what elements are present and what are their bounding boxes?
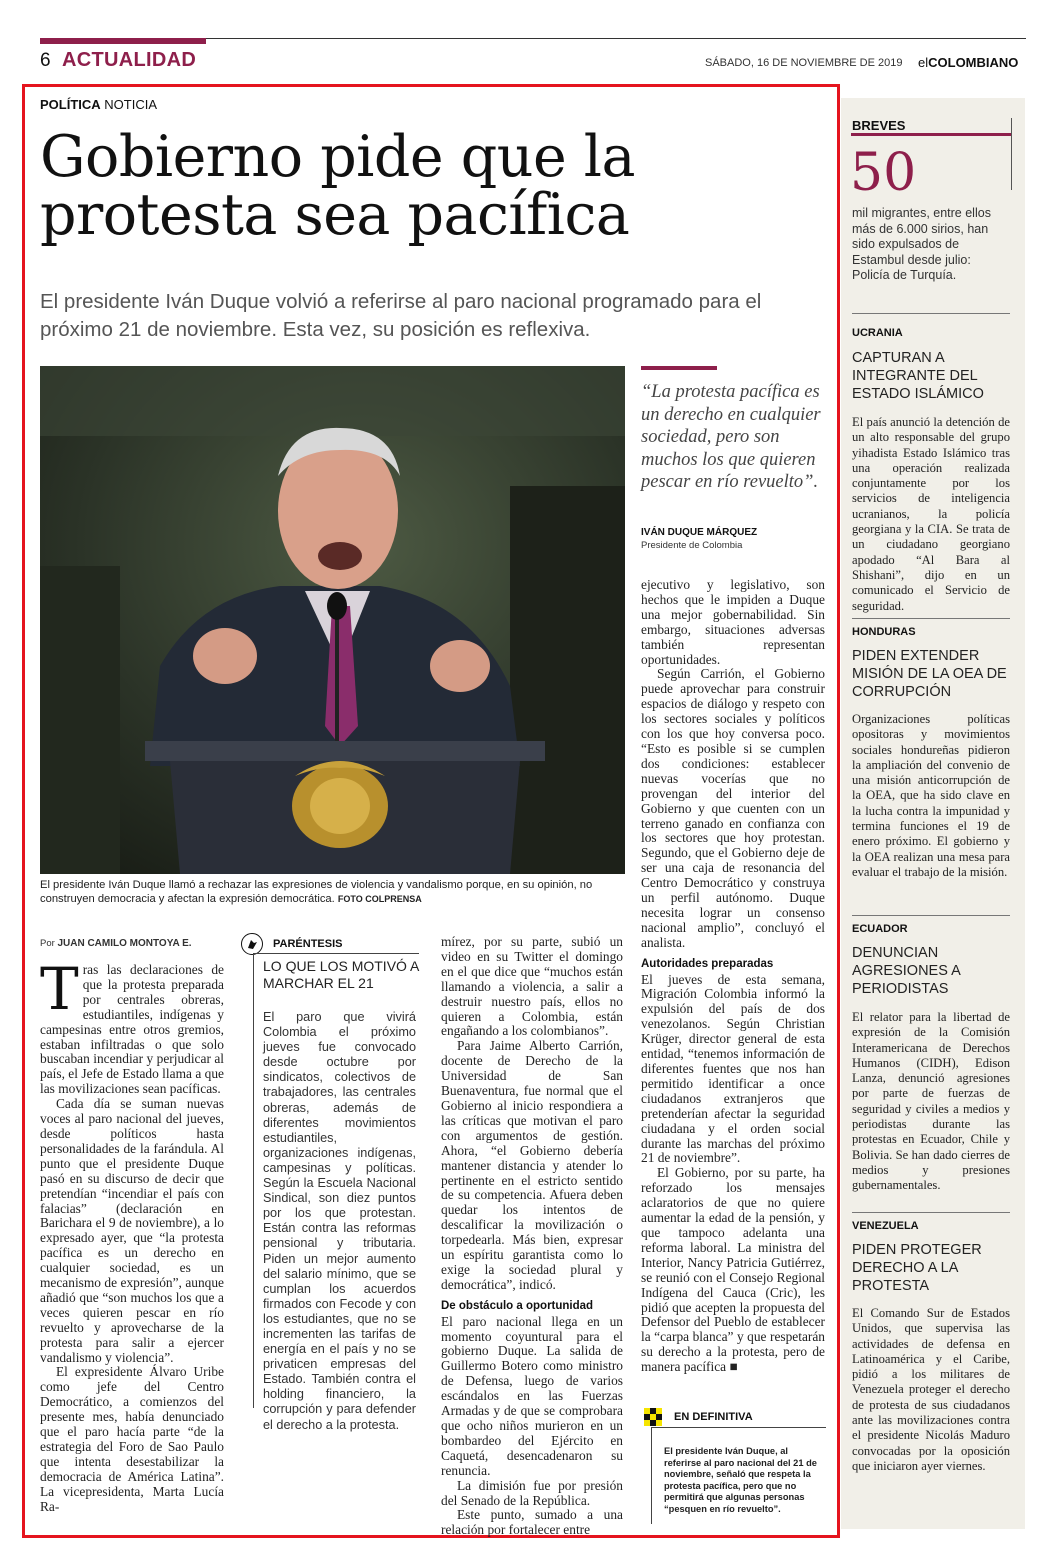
paragraph: ejecutivo y legislativo, son hechos que le impiden a Duque una mejor gobernabilidad. Sin embargo, situaciones adversas también representan oportunidades. — [641, 577, 825, 667]
breves-big-text: mil migrantes, entre ellos más de 6.000 sirios, han sido expulsados de Estambul desde julio: Policía de Turquía. — [852, 206, 991, 283]
article-column-1 — [40, 955, 224, 1515]
article-kicker — [40, 97, 157, 112]
paragraph: Según Carrión, el Gobierno puede aprovechar para construir espacios de diálogo y respeto con los sectores sociales y políticos con los que hoy conversa poco. “Esto es posible si se cumplen dos condiciones: establecer nuevas vocerías que no provengan del interior del Gobierno y que cuenten con un terreno ganado en confianza con los sectores que hoy protestan. Segundo, que el Gobierno deje de ser una caja de resonancia del Centro Democrático y construya un perfil autónomo. Duque necesita lograr un consenso nacional amplio”, concluyó el analista. — [641, 666, 825, 950]
brief-category: ECUADOR — [852, 923, 908, 935]
photo-caption — [40, 878, 625, 906]
brief-category: UCRANIA — [852, 327, 903, 339]
parentesis-body: El paro que vivirá Colombia el próximo jueves fue convocado desde octubre por sindicatos, colectivos de trabajadores, las centrales obreras, además de diferentes movimientos estudiantiles, organizaciones indígenas, campesinas y políticas. Según la Escuela Nacional Sindical, son diez puntos por los que protestan. Están contra las reformas pensional y tributaria. Piden un mejor aumento del salario mínimo, que se cumplan los acuerdos firmados con Fecode y con los estudiantes, que no se incrementen las tarifas de energía en el país y no se privaticen empresas del Estado. También contra el holding financiero, la corrupción y para defender el derecho a la protesta. — [263, 1010, 416, 1432]
paragraph: La dimisión fue por presión del Senado de la República. — [441, 1477, 623, 1508]
parentesis-title: PARÉNTESIS — [273, 938, 343, 950]
sidebar-rule — [852, 1212, 1010, 1213]
paragraph: Este punto, sumado a una relación por fortalecer entre — [441, 1507, 623, 1538]
brief-body: El país anunció la detención de un alto responsable del grupo yihadista Estado Islámico tras una operación realizada conjuntamente por los servicios de inteligencia ucranianos, la policía georgiana y la CIA. Se trata de un ciudadano georgiano apodado “Al Bara al Shishani”, dijo en un comunicado el Servicio de seguridad. — [852, 415, 1010, 613]
kicker-type: NOTICIA — [104, 97, 158, 112]
paragraph: Cada día se suman nuevas voces al paro nacional del jueves, desde políticos hasta personalidades de la farándula. Al punto que el presidente Duque pasó en su discurso de decir que pretendían “incendiar el país con falacias” (declaración en Barichara el 9 de noviembre), a lo expresado ayer, que “la protesta pacífica es un derecho en cualquier sociedad, es un mecanismo de expresión”, aunque añadió que “son muchos los que a veces quieren pescar en río revuelto y aprovecharse de la protesta para salir a ejercer vandalismo y violencia”. — [40, 1096, 224, 1365]
quote-author-role: Presidente de Colombia — [641, 540, 743, 551]
paragraph: El jueves de esta semana, Migración Colombia informó la expulsión del país de dos venezolanos. Según Christian Krüger, director general de esta entidad, “tenemos información de diferentes fuentes que nos han permitido identificar a once ciudadanos extranjeros que pretenderían afectar la seguridad ciudadana y el orden social durante las marchas del próximo 21 de noviembre”. — [641, 971, 825, 1166]
sidebar-rule — [852, 618, 1010, 619]
breves-title: BREVES — [852, 118, 906, 133]
brief-category: VENEZUELA — [852, 1220, 919, 1232]
sidebar-rule — [852, 313, 1010, 314]
breves-accent-bar — [851, 133, 1011, 136]
paragraph: Para Jaime Alberto Carrión, docente de Derecho de la Universidad de San Buenaventura, fue normal que el Gobierno al inicio respondiera a las críticas que motivan el paro con argumentos de gestión. Ahora, “el Gobierno debería mantener distancia y atender lo pertinente en el estricto sentido de su competencia. Afuera deben quedar los intentos de descalificar la movilización o torpedearla. Más bien, expresar un espíritu garantista como lo exige la sociedad plural y democrática”, indicó. — [441, 1038, 623, 1292]
en-definitiva-body: El presidente Iván Duque, al referirse al paro nacional del 21 de noviembre, señaló que respeta la protesta pacífica, pero que no permitirá que algunas personas “pesquen en río revuelto”. — [664, 1446, 817, 1514]
brief-headline: PIDEN PROTEGER DERECHO A LA PROTESTA — [852, 1242, 982, 1294]
paragraph: El Gobierno, por su parte, ha reforzado los mensajes aclaratorios de que no quiere aumentar la edad de la pensión, y que tampoco adelanta una reforma laboral. La ministra del Interior, Nancy Patricia Gutiérrez, se reunió con el Consejo Regional Indígena del Cauca (Cric), les pidió que acepten la propuesta del Defensor del Pueblo de establecer la “carpa blanca” y que respetarán su derecho a la protesta, pero de manera pacífica ■ — [641, 1165, 825, 1375]
sidebar-divider — [1011, 118, 1012, 190]
byline — [40, 938, 192, 949]
article-column-3 — [441, 935, 623, 1538]
section-color-bar — [40, 38, 206, 44]
president-speech-illustration — [40, 366, 625, 874]
logo-prefix: el — [918, 55, 929, 70]
brief-headline: DENUNCIAN AGRESIONES A PERIODISTAS — [852, 945, 960, 997]
subheading: Autoridades preparadas — [641, 957, 774, 970]
paragraph: ras las declaraciones de que la protesta preparada por centrales obreras, estudiantiles, indígenas y campesinas entre otros gremios, estaban infiltradas o que solo buscaban incendiar y perjudicar al país, el Jefe de Estado llama a que las movilizaciones sean pacíficas. — [40, 962, 224, 1097]
sidebar-rule — [852, 915, 1010, 916]
en-definitiva-title: EN DEFINITIVA — [674, 1411, 753, 1423]
article-lead: El presidente Iván Duque volvió a referirse al paro nacional programado para el próximo 21 de noviembre. Esta vez, su posición es reflexiva. — [40, 290, 762, 341]
brief-headline: PIDEN EXTENDER MISIÓN DE LA OEA DE CORRUPCIÓN — [852, 648, 1007, 700]
newspaper-logo — [918, 55, 1018, 70]
breves-big-number: 50 — [850, 143, 917, 203]
photo-credit: FOTO COLPRENSA — [337, 894, 422, 904]
page-number: 6 — [40, 50, 51, 71]
byline-author: JUAN CAMILO MONTOYA E. — [57, 938, 192, 949]
hand-pointer-icon — [241, 933, 263, 955]
logo-name: COLOMBIANO — [928, 55, 1019, 70]
parentesis-heading: LO QUE LOS MOTIVÓ A MARCHAR EL 21 — [263, 958, 419, 991]
subheading: De obstáculo a oportunidad — [441, 1299, 594, 1312]
kicker-section: POLÍTICA — [40, 97, 101, 112]
brief-body: El Comando Sur de Estados Unidos, que supervisa las actividades de defensa en Latinoamérica y el Caribe, pidió a los militares de Venezuela proteger el derecho de protesta de sus ciudadanos ante las movilizaciones contra el presidente Nicolás Maduro convocadas por la oposición que iniciaron ayer viernes. — [852, 1306, 1010, 1473]
checkered-icon — [644, 1408, 662, 1426]
issue-date: SÁBADO, 16 DE NOVIEMBRE DE 2019 — [705, 57, 903, 69]
parentesis-divider — [253, 953, 254, 1408]
paragraph: El paro nacional llega en un momento coyuntural para el gobierno Duque. La salida de Guillermo Botero como ministro de Defensa, luego de varios escándalos en las Fuerzas Armadas y de que se comprobara que ocho niños murieron en un bombardeo del Ejército en Caquetá, desencadenaron su renuncia. — [441, 1313, 623, 1478]
brief-category: HONDURAS — [852, 626, 916, 638]
brief-body: El relator para la libertad de expresión de la Comisión Interamericana de Derechos Humanos (CIDH), Edison Lanza, denunció agresiones por parte de fuerzas de seguridad y civiles a medios y periodistas durante las protestas en Ecuador, Chile y Bolivia. Se han dado cierres de medios y presiones gubernamentales. — [852, 1010, 1010, 1193]
article-photo — [40, 366, 625, 874]
section-title: ACTUALIDAD — [62, 49, 197, 71]
brief-headline: CAPTURAN A INTEGRANTE DEL ESTADO ISLÁMICO — [852, 350, 984, 402]
brief-body: Organizaciones políticas opositoras y movimientos sociales hondureñas pidieron la ampliación del convenio de una misión anticorrupción de la OEA, que ha sido clave en la lucha contra la impunidad y termina funciones el 19 de enero próximo. El gobierno y la OEA realizan una mesa para evaluar el trabajo de la misión. — [852, 712, 1010, 879]
article-column-4 — [641, 578, 825, 1375]
byline-prefix: Por — [40, 938, 55, 949]
parentesis-rule — [253, 953, 419, 954]
quote-author: IVÁN DUQUE MÁRQUEZ — [641, 527, 758, 538]
article-headline: Gobierno pide que la protesta sea pacífica — [40, 124, 636, 248]
pull-quote: “La protesta pacífica es un derecho en cualquier sociedad, pero son muchos los que quieren pescar en río revuelto”. — [641, 382, 821, 492]
drop-cap: T — [40, 955, 79, 1023]
paragraph: El expresidente Álvaro Uribe como jefe del Centro Democrático, a comienzos del presente mes, había denunciado que el paro hacía parte “de la estrategia del Foro de Sao Paulo que intenta desestabilizar la democracia de América Latina”. La vicepresidenta, Marta Lucía Ra- — [40, 1364, 224, 1514]
paragraph: mírez, por su parte, subió un video en su Twitter el domingo en el que dice que “muchos están llamando a violencia, a salir a destruir nuestro país, ellos no quieren a Colombia, están engañando a los colombianos”. — [441, 934, 623, 1039]
quote-accent-bar — [641, 366, 717, 370]
caption-text: El presidente Iván Duque llamó a rechazar las expresiones de violencia y vandalismo porque, en su opinión, no construyen democracia y afectan la expresión democrática. — [40, 879, 593, 905]
